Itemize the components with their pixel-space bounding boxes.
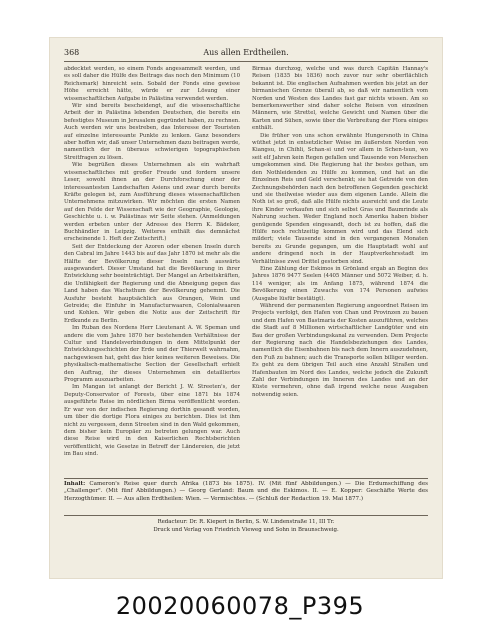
page-header: [64, 48, 428, 60]
contents-rule: [64, 478, 428, 479]
paragraph: Birmas durchzog, welche und was durch Capitän Hannay's Reisen (1835 bis 1836) noch zuvor nur sehr oberflächlich bekannt ist. Die englischen Aufnahmen werden bis jetzt an der birmanischen Grenze überall ab, so daß wir namentlich vom Norden und Westen des Landes fast gar nichts wissen. Am so bemerkenswerther sind daher solche Reisen von einzelnen Männern, wie Strettel, welche Gewicht und Namen über die Karten und Sühen, sowie über die Verbreitung der Flora einiges enthält.: [252, 66, 428, 132]
paragraph: Seit der Entdeckung der Azoren oder ebenen Inseln durch den Cabral im Jahre 1443 bis auf das Jahr 1870 ist mehr als die Hälfte der Bevölkerung dieser Inseln nach auswärts ausgewandert. Dieser Umstand hat die Bevölkerung in ihrer Entwicklung sehr beeinträchtigt. Der Mangel an Arbeitskräften, die Unfähigkeit der Regierung und die Abneigung gegen das Land haben das Wachsthum der Bevölkerung gehemmt. Die Ausfuhr besteht hauptsächlich aus Orangen, Wein und Getreide; die Einfuhr in Manufacturwaaren, Colonialwaaren und Kohlen. Wir geben die Notiz aus der Zeitschrift für Erdkunde zu Berlin.: [64, 243, 240, 324]
printer-line: Druck und Verlag von Friedrich Vieweg und Sohn in Braunschweig.: [153, 527, 339, 533]
scanned-page: [50, 38, 442, 578]
running-title: Aus allen Erdtheilen.: [203, 48, 289, 57]
paragraph: abdecktet werden, so einem Fonds angesammelt werden, und es soll daher die Hülfe des Beitrags das noch den Minimum (10 Reichsmark) hinreicht sein. Sobald der Fonds eine gewisse Höhe erreicht hätte, würde er zur Lösung einer wissenschaftlichen Aufgabe in Palästina verwendet werden.: [64, 66, 240, 102]
paragraph: Im Mangan ist anlangt der Bericht J. W. Streeten's, der Deputy-Conservator of Forests, über eine 1871 bis 1874 ausgeführte Reise im nördlichen Birma veröffentlicht worden. Er war von der indischen Regierung dorthin gesandt worden, um über die dortige Flora einiges zu berichten. Dies ist ihm nicht zu vergessen, denn Streeten sind in den Wald gekommen, dem bisher kein Europäer zu betreten gelungen war. Auch diese Reise wird in den Kaiserlichen Rechtsberichten veröffentlicht, wie Gesetze in Betreff der Ländereien, die jetzt im Bau sind.: [64, 384, 240, 458]
editor-line: Redacteur: Dr. R. Kiepert in Berlin, S. W. Lindenstraße 11, III Tr.: [157, 519, 335, 525]
page-number: 368: [64, 48, 80, 57]
contents-label: Inhalt:: [64, 481, 86, 487]
paragraph: Während der permanenten Regierung angeordnet Reisen im Projects verfolgt, den Hafen von Chan und Provinzen zu bauen und dem Hafen von Bastmaria der Kosten auszuführen, welches die Stadt auf 8 Millionen wirtschaftlicher Landgüter und ein Bau der großen Verbindungskanal zu verwenden. Dem Projecte der Regierung nach die Handelsbeziehungen des Landes, namentlich die Eisenbahnen bis nach dem Innern auszudehnen, den Fuß zu bahnen; auch die Transporte sollen billiger werden. Es geht zu dem übrigen Teil auch eine Anzahl Straßen und Hafenbauten im Nord des Landes, welche jedoch die Zukunft Zahl der Verbindungen im Inneren des Landes und an der Küste vermehren, ohne daß irgend welche neue Ausgaben notwendig seien.: [252, 303, 428, 398]
header-rule: [64, 61, 428, 62]
paragraph: Wie begrüßen dieses Unternehmen als ein wahrhaft wissenschaftliches mit großer Freude und fordern unsere Leser, sowohl ihnen an der Durchforschung einer der interessantesten Landschaften Asiens und zwar durch bereits Kräfte gelegen ist, zum Ausführung dieses wissenschaftlichen Unternehmens mitzuwirken. Wir möchten die ersten Namen auf den Felde der Wissenschaft wie der Geographie, Geologie, Geschichte u. i. w. Palästinas wir Seite stehen. (Anmeldungen werden erbeten unter der Adresse des Herrn K. Bädeker, Buchhändler in Leipzig. Weiteres enthält das demnächst erscheinende 1. Heft der Zeitschrift.): [64, 162, 240, 243]
table-of-contents: [64, 481, 428, 511]
contents-text: Cameron's Reise quer durch Afrika (1873 bis 1875). IV. (Mit fünf Abbildungen.) — Die Erdumschiffung des „Challenger". (Mit fünf Abbildungen.) — Georg Gerland: Baum und die Eskimos. II. — E. Kopper: Geschäfte Werte des Herzogthümer. II. — Aus allen Erdtheilen: Wien. — Vermischtes. — (Schluß der Redaction 19. Mai 1877.): [64, 481, 428, 502]
left-column: [64, 66, 240, 474]
paragraph: Wir sind bereits bescheidengt, auf die wissenschaftliche Arbeit der in Palästina lebenden Deutschen, die bereits ein befestigtes Museum in Jerusalem gegründet haben, zu rechnen. Auch werden wir uns bestreben, das Interesse der Touristen auf einzelne interessante Punkte zu lenken. Ganz besonders aber hoffen wir, daß unser Unternehmen dazu beitragen werde, namentlich der in überaus schwierigen topographischen Streitfragen zu lösen.: [64, 103, 240, 161]
paragraph: Im Ruban des Nordens Herr Lieutenant A. W. Speman und andere die vom Jahre 1870 her bestehenden Verhältnisse der Cultur und Handelsverbindungen in dem Mittelpunkt der Entwicklungsschichten der Erde und der Thierwelt wahrnahm, nachgewiesen hat, geht das hier keines weiteren Beweises. Die physikalisch-mathematische Section der Gesellschaft erhielt den Auftrag, ihr dieses Unternehmen ein detailliertes Programm auszuarbeiten.: [64, 325, 240, 384]
image-caption: 20020060078_P395: [115, 592, 365, 620]
right-column: [252, 66, 428, 474]
footer-rule: [64, 515, 428, 516]
paragraph: Die früher von uns schon erwähnte Hungersnoth in China wüthet jetzt in entsetzlicher Weise im äußersten Norden von Kiangsu, in Chihli, Schan-si und vor allem in Schen-tsun, wo seit elf Jahren kein Regen gefallen und Tausende von Menschen umgekommen sind. Die Regierung hat ihr bestes gethan, um den Nothleidenden zu Hülfe zu kommen, und hat an die Einzelnen Reis und Geld verschenkt; sie hat Getreide von den Zechnungsbehörden nach den betroffenen Gegenden geschickt und sie theilweise wieder aus dem eigenen Lande. Allein die Noth ist so groß, daß alle Hülfe nichts ausreicht und die Leute ihre Kinder verkaufen und sich selbst Gras und Baumrinde als Nahrung suchen. Weder England noch Amerika haben bisher genügende Spenden eingesandt, doch ist zu hoffen, daß die Hülfe noch rechtzeitig kommen wird und das Elend sich mildert; viele Tausende sind in den vergangenen Monaten bereits zu Grunde gegangen, um die Hauptstadt wohl auf andere dringend noch in der Hauptverkehrsstadt im Verhältnisse zwei Drittel gestorben sind.: [252, 132, 428, 265]
paragraph: Eine Zählung der Eskimos in Grönland ergab an Beginn des Jahres 1876 9477 Seelen (4405 Männer und 5072 Weiber, d. h. 114 weniger, als im Anfang 1875, während 1874 die Bevölkerung einen Zuwachs von 174 Personen aufwies (Ausgabe lüsfür bestätigt).: [252, 265, 428, 302]
